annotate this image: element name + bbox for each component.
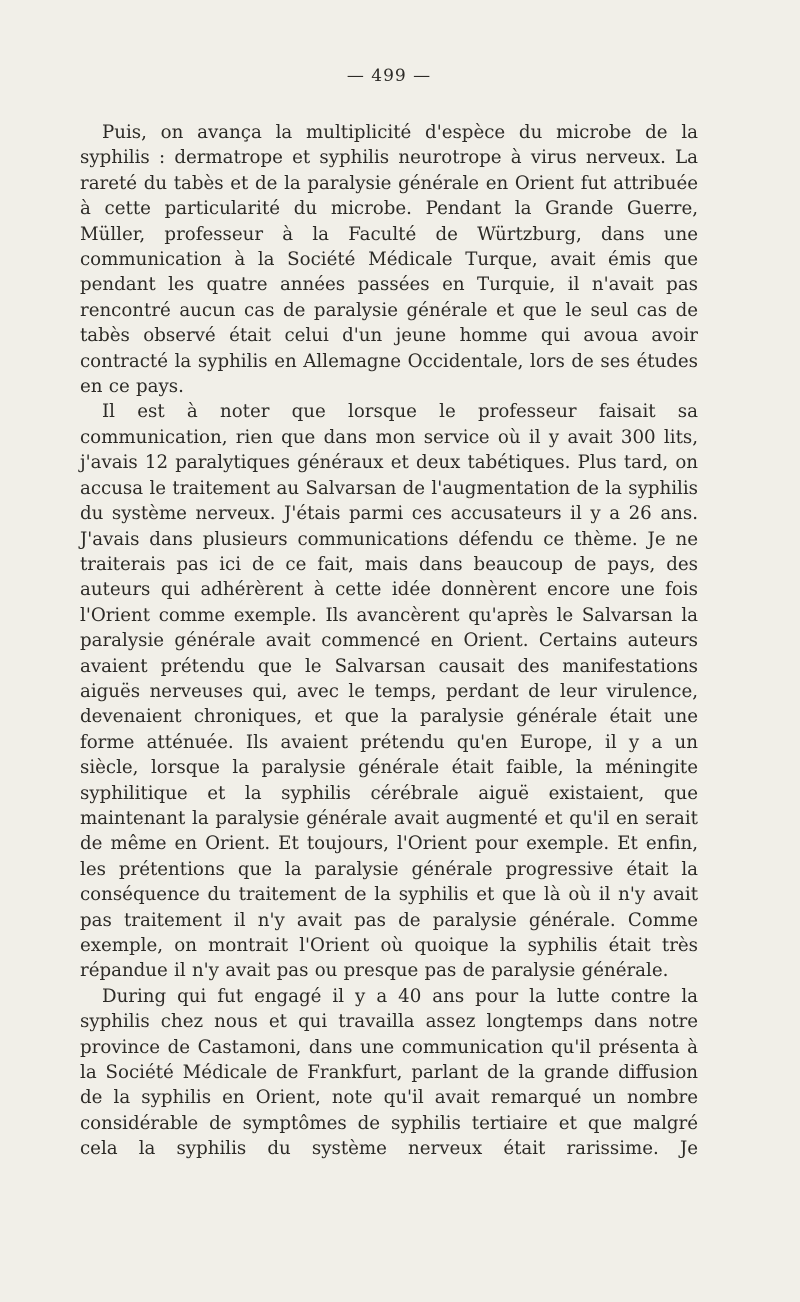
paragraph-2: Il est à noter que lorsque le professeur faisait sa communication, rien que dans mon service où il y avait 300 lits, j'avais 12 paralytiques généraux et deux tabétiques. Plus tard, on accusa le traitement au Salvarsan de l'augmentation de la syphilis du système nerveux. J'étais parmi ces accusateurs il y a 26 ans. J'avais dans plusieurs communications défendu ce thème. Je ne traiterais pas ici de ce fait, mais dans beaucoup de pays, des auteurs qui adhérèrent à cette idée donnèrent encore une fois l'Orient comme exemple. Ils avancèrent qu'après le Salvarsan la paralysie générale avait commencé en Orient. Certains auteurs avaient prétendu que le Salvarsan causait des manifestations aiguës nerveuses qui, avec le temps, perdant de leur virulence, devenaient chroniques, et que la paralysie générale était une forme atténuée. Ils avaient prétendu qu'en Europe, il y a un siècle, lorsque la paralysie générale était faible, la méningite syphilitique et la syphilis cérébrale aiguë existaient, que maintenant la paralysie générale avait augmenté et qu'il en serait de même en Orient. Et toujours, l'Orient pour exemple. Et enfin, les prétentions que la paralysie générale progressive était la conséquence du traitement de la syphilis et que là où il n'y avait pas traitement il n'y avait pas de paralysie générale. Comme exemple, on montrait l'Orient où quoique la syphilis était très répandue il n'y avait pas ou presque pas de paralysie générale. (80, 401, 698, 982)
body-text (80, 120, 698, 1162)
paragraph-1: Puis, on avança la multiplicité d'espèce du microbe de la syphilis : dermatrope et syphilis neurotrope à virus nerveux. La rareté du tabès et de la paralysie générale en Orient fut attribuée à cette particularité du microbe. Pendant la Grande Guerre, Müller, professeur à la Faculté de Würtzburg, dans une communication à la Société Médicale Turque, avait émis que pendant les quatre années passées en Turquie, il n'avait pas rencontré aucun cas de paralysie générale et que le seul cas de tabès observé était celui d'un jeune homme qui avoua avoir contracté la syphilis en Allemagne Occidentale, lors de ses études en ce pays. (80, 122, 698, 398)
book-page (80, 0, 698, 1302)
page-number: — 499 — (346, 66, 432, 86)
paragraph-3: During qui fut engagé il y a 40 ans pour la lutte contre la syphilis chez nous et qui travailla assez longtemps dans notre province de Castamoni, dans une communication qu'il présenta à la Société Médicale de Frankfurt, parlant de la grande diffusion de la syphilis en Orient, note qu'il avait remarqué un nombre considérable de symptômes de syphilis tertiaire et que malgré cela la syphilis du système nerveux était rarissime. Je (80, 985, 698, 1160)
